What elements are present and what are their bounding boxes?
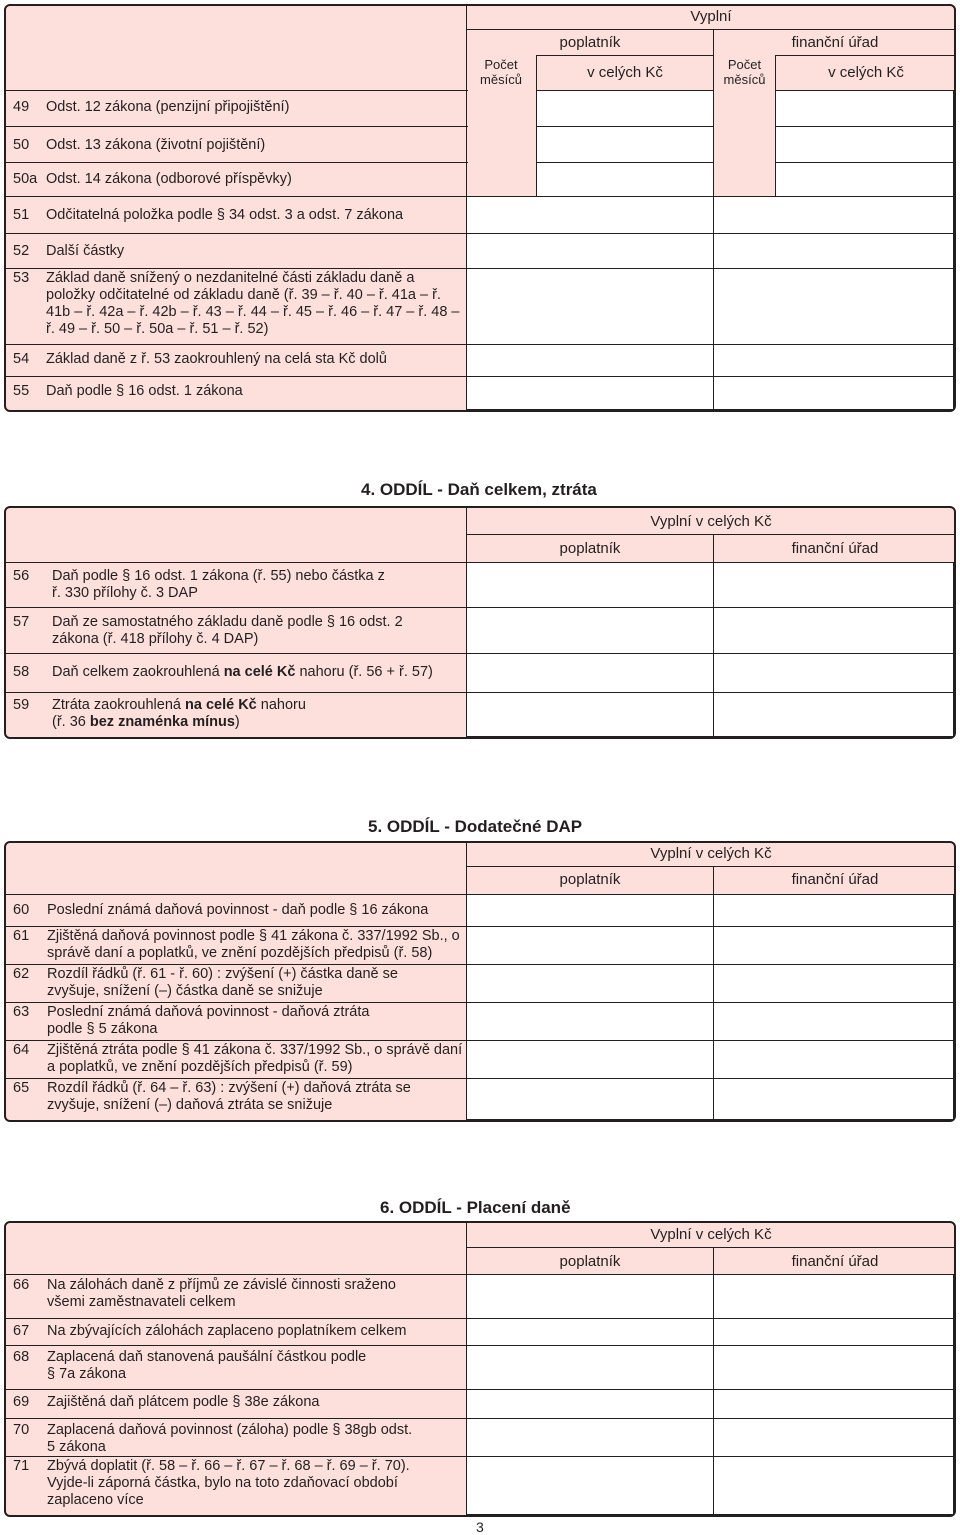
row-label: Odst. 13 zákona (životní pojištění) — [46, 137, 266, 153]
row-number: 61 — [13, 928, 30, 944]
row-number: 69 — [13, 1394, 30, 1410]
row-label-bold: bez znaménka mínus — [89, 714, 235, 730]
s6-r66-urad-input[interactable] — [713, 1274, 954, 1319]
s3-header-line-4 — [775, 55, 956, 56]
s4-header-line-1 — [466, 534, 956, 535]
row-label: Zbývá doplatit (ř. 58 – ř. 66 – ř. 67 – ř. 68 – ř. 69 – ř. 70). Vyjde-li záporná částka, bylo na toto zdaňovací období zaplaceno více — [47, 1458, 410, 1508]
s4-row-sep — [4, 607, 468, 608]
s5-r63-poplatnik-input[interactable] — [466, 1002, 714, 1041]
s4-row-sep — [4, 653, 468, 654]
s6-row-sep — [4, 1389, 468, 1390]
row-label-bold: na celé Kč — [223, 664, 296, 680]
row-label: Zajištěná daň plátcem podle § 38e zákona — [47, 1394, 320, 1410]
row-label-part: nahoru (ř. 56 + ř. 57) — [295, 664, 433, 680]
s5-r64-poplatnik-input[interactable] — [466, 1040, 714, 1079]
s3-row-sep — [4, 233, 468, 234]
s5-header-poplatnik: poplatník — [559, 871, 621, 888]
s4-header-vyplni: Vyplní v celých Kč — [650, 513, 772, 530]
row-label: Zaplacená daň stanovená paušální částkou podle § 7a zákona — [47, 1349, 367, 1382]
s6-row-sep — [4, 1418, 468, 1419]
row-number: 57 — [13, 614, 30, 630]
s6-r68-urad-input[interactable] — [713, 1345, 954, 1390]
s4-r56-urad-input[interactable] — [713, 562, 954, 608]
row-label: Rozdíl řádků (ř. 64 – ř. 63) : zvýšení (+) daňová ztráta se zvyšuje, snížení (–) daňová ztráta se snižuje — [47, 1080, 411, 1113]
row-label: Poslední známá daňová povinnost - daň podle § 16 zákona — [47, 902, 429, 918]
s3-r52-poplatnik-input[interactable] — [466, 233, 714, 269]
s3-header-poplatnik: poplatník — [559, 34, 621, 51]
row-label-part: Daň celkem zaokrouhlená — [52, 664, 224, 680]
row-number: 62 — [13, 966, 30, 982]
s6-r67-poplatnik-input[interactable] — [466, 1318, 714, 1346]
s3-r51-urad-input[interactable] — [713, 196, 954, 234]
s5-header-line-1 — [466, 866, 956, 867]
row-number: 52 — [13, 243, 30, 259]
s6-header-poplatnik: poplatník — [559, 1253, 621, 1270]
row-label-bold: na celé Kč — [185, 697, 257, 713]
s5-r60-urad-input[interactable] — [713, 894, 954, 927]
s6-row-sep — [4, 1345, 468, 1346]
row-label: Odst. 14 zákona (odborové příspěvky) — [46, 171, 292, 187]
s3-r50a-urad-input[interactable] — [775, 162, 954, 197]
row-number: 67 — [13, 1323, 30, 1339]
s6-header-urad: finanční úřad — [791, 1253, 879, 1270]
row-label: Zjištěná ztráta podle § 41 zákona č. 337/1992 Sb., o správě daní a poplatků, ve znění pozdějších předpisů (ř. 59) — [47, 1042, 463, 1075]
s3-row-sep — [4, 162, 468, 163]
s6-r71-poplatnik-input[interactable] — [466, 1456, 714, 1515]
s3-row-sep — [4, 196, 468, 197]
row-number: 63 — [13, 1004, 30, 1020]
row-number: 66 — [13, 1277, 30, 1293]
s3-row-sep — [4, 344, 468, 345]
row-label: Daň podle § 16 odst. 1 zákona — [46, 383, 243, 399]
section-5-title: 5. ODDÍL - Dodatečné DAP — [368, 817, 583, 836]
row-number: 58 — [13, 664, 30, 680]
row-label: Zjištěná daňová povinnost podle § 41 zákona č. 337/1992 Sb., o správě daní a poplatků, ve znění pozdějších předpisů (ř. 58) — [47, 928, 460, 961]
s3-row-sep — [4, 376, 468, 377]
s4-header-poplatnik: poplatník — [559, 540, 621, 557]
s6-header-line-1 — [466, 1247, 956, 1248]
s5-r62-urad-input[interactable] — [713, 964, 954, 1003]
row-number: 55 — [13, 383, 30, 399]
s6-r69-urad-input[interactable] — [713, 1389, 954, 1419]
row-label: Na zbývajících zálohách zaplaceno poplatníkem celkem — [47, 1323, 407, 1339]
s5-r61-urad-input[interactable] — [713, 926, 954, 965]
section-4-title: 4. ODDÍL - Daň celkem, ztráta — [361, 480, 597, 499]
s3-r55-urad-input[interactable] — [713, 376, 954, 410]
row-label: Zaplacená daňová povinnost (záloha) podle § 38gb odst. 5 zákona — [47, 1422, 413, 1455]
s4-row-sep — [4, 692, 468, 693]
s3-header-line-1 — [466, 29, 956, 30]
s5-header-urad: finanční úřad — [791, 871, 879, 888]
s3-header-line-2 — [4, 90, 468, 91]
row-label — [52, 697, 472, 731]
row-label: Odčitatelná položka podle § 34 odst. 3 a odst. 7 zákona — [46, 207, 404, 223]
row-label-part: Ztráta zaokrouhlená — [52, 697, 185, 713]
s3-r53-poplatnik-input[interactable] — [466, 268, 714, 345]
row-number: 64 — [13, 1042, 30, 1058]
row-number: 51 — [13, 207, 30, 223]
s3-r50-urad-input[interactable] — [775, 126, 954, 163]
page-number: 3 — [476, 1519, 484, 1535]
s5-header-vyplni: Vyplní v celých Kč — [650, 845, 772, 862]
row-number: 60 — [13, 902, 30, 918]
s5-row-sep — [4, 1040, 468, 1041]
row-number: 59 — [13, 697, 30, 713]
s5-r64-urad-input[interactable] — [713, 1040, 954, 1079]
row-number: 50 — [13, 137, 30, 153]
s3-r53-urad-input[interactable] — [713, 268, 954, 345]
s3-header-line-3 — [536, 55, 713, 56]
s3-r49-poplatnik-input[interactable] — [536, 90, 714, 127]
s3-row-sep — [4, 268, 468, 269]
row-number: 70 — [13, 1422, 30, 1438]
s5-r65-urad-input[interactable] — [713, 1078, 954, 1120]
s4-r58-urad-input[interactable] — [713, 653, 954, 693]
row-label-part: ) — [234, 714, 240, 730]
s6-header-vyplni: Vyplní v celých Kč — [650, 1226, 772, 1243]
s4-header-urad: finanční úřad — [791, 540, 879, 557]
row-label-part: (ř. 36 — [52, 714, 90, 730]
row-label: Daň podle § 16 odst. 1 zákona (ř. 55) nebo částka z ř. 330 přílohy č. 3 DAP — [52, 568, 385, 601]
s6-r71-urad-input[interactable] — [713, 1456, 954, 1515]
s3-header-kc-urad: v celých Kč — [828, 64, 904, 81]
s5-row-sep — [4, 1078, 468, 1079]
s3-r51-poplatnik-input[interactable] — [466, 196, 714, 234]
s5-row-sep — [4, 1002, 468, 1003]
s5-row-sep — [4, 964, 468, 965]
s5-r65-poplatnik-input[interactable] — [466, 1078, 714, 1120]
s5-row-sep — [4, 926, 468, 927]
row-label — [52, 664, 472, 681]
s5-r60-poplatnik-input[interactable] — [466, 894, 714, 927]
s6-r66-poplatnik-input[interactable] — [466, 1274, 714, 1319]
s4-r59-poplatnik-input[interactable] — [466, 692, 714, 737]
row-number: 53 — [13, 270, 30, 286]
s3-r49-urad-input[interactable] — [775, 90, 954, 127]
s6-r67-urad-input[interactable] — [713, 1318, 954, 1346]
s6-row-sep — [4, 1318, 468, 1319]
s6-r69-poplatnik-input[interactable] — [466, 1389, 714, 1419]
row-label: Další částky — [46, 243, 125, 259]
s4-r56-poplatnik-input[interactable] — [466, 562, 714, 608]
s3-header-urad: finanční úřad — [791, 34, 879, 51]
s3-r50a-poplatnik-input[interactable] — [536, 162, 714, 197]
row-label: Základ daně snížený o nezdanitelné části základu daně a položky odčitatelné od základu daně (ř. 39 – ř. 40 – ř. 41a – ř. 41b – ř. 42a – ř. 42b – ř. 43 – ř. 44 – ř. 45 – ř. 46 – ř. 47 – ř. 48 – ř. 49 – ř. 50 – ř. 50a – ř. 51 – ř. 52) — [46, 270, 460, 337]
s4-r57-urad-input[interactable] — [713, 607, 954, 654]
row-number: 49 — [13, 99, 30, 115]
row-number: 68 — [13, 1349, 30, 1365]
s6-r70-poplatnik-input[interactable] — [466, 1418, 714, 1457]
s3-header-kc-poplatnik: v celých Kč — [587, 64, 663, 81]
s3-r52-urad-input[interactable] — [713, 233, 954, 269]
row-label: Rozdíl řádků (ř. 61 - ř. 60) : zvýšení (+) částka daně se zvyšuje, snížení (–) částka daně se snižuje — [47, 966, 398, 999]
row-number: 65 — [13, 1080, 30, 1096]
row-label: Poslední známá daňová povinnost - daňová ztráta podle § 5 zákona — [47, 1004, 370, 1037]
s3-r55-poplatnik-input[interactable] — [466, 376, 714, 410]
s6-r68-poplatnik-input[interactable] — [466, 1345, 714, 1390]
row-number: 54 — [13, 351, 30, 367]
s3-header-pocet-poplatnik: Počet měsíců — [480, 57, 522, 87]
s6-row-sep — [4, 1456, 468, 1457]
s3-row-sep — [4, 126, 468, 127]
row-number: 50a — [13, 171, 38, 187]
s6-r70-urad-input[interactable] — [713, 1418, 954, 1457]
s4-r59-urad-input[interactable] — [713, 692, 954, 737]
s3-r54-urad-input[interactable] — [713, 344, 954, 377]
s3-header-vyplni: Vyplní — [690, 8, 732, 25]
row-label: Daň ze samostatného základu daně podle § 16 odst. 2 zákona (ř. 418 přílohy č. 4 DAP) — [52, 614, 403, 647]
s3-r54-poplatnik-input[interactable] — [466, 344, 714, 377]
row-label-part: nahoru — [256, 697, 306, 713]
s5-r61-poplatnik-input[interactable] — [466, 926, 714, 965]
s5-r62-poplatnik-input[interactable] — [466, 964, 714, 1003]
row-number: 71 — [13, 1458, 30, 1474]
row-label: Základ daně z ř. 53 zaokrouhlený na celá sta Kč dolů — [46, 351, 387, 367]
row-number: 56 — [13, 568, 30, 584]
s3-header-pocet-urad: Počet měsíců — [723, 57, 766, 87]
row-label: Na zálohách daně z příjmů ze závislé činnosti sraženo všemi zaměstnavateli celkem — [47, 1277, 396, 1310]
s4-r57-poplatnik-input[interactable] — [466, 607, 714, 654]
row-label: Odst. 12 zákona (penzijní připojištění) — [46, 99, 290, 115]
s4-r58-poplatnik-input[interactable] — [466, 653, 714, 693]
s5-r63-urad-input[interactable] — [713, 1002, 954, 1041]
section-6-title: 6. ODDÍL - Placení daně — [380, 1198, 571, 1217]
s3-r50-poplatnik-input[interactable] — [536, 126, 714, 163]
